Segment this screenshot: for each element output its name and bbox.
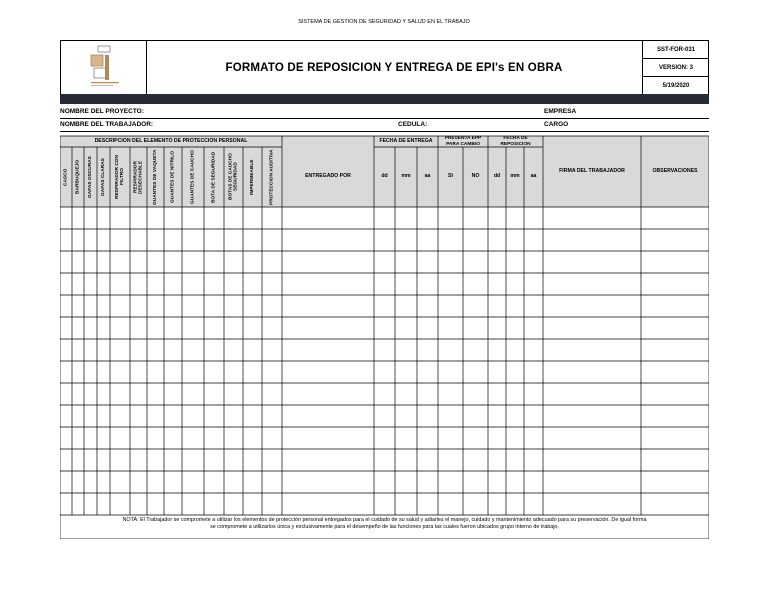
form-sheet bbox=[60, 40, 709, 539]
presenta-epp-header: PRESENTA EPP PARA CAMBIO bbox=[444, 136, 482, 147]
entregado-por-header: ENTREGADO POR bbox=[305, 173, 351, 180]
project-label: NOMBRE DEL PROYECTO: bbox=[60, 108, 144, 115]
observaciones-header: OBSERVACIONES bbox=[652, 167, 698, 174]
form-date: 5/19/2020 bbox=[662, 82, 690, 89]
entrega-dd: dd bbox=[381, 173, 388, 180]
element-column-1: CASCO bbox=[63, 168, 69, 186]
element-column-8: GUANTES DE NITRILO bbox=[170, 151, 176, 203]
form-code: SST-FOR-031 bbox=[643, 41, 709, 59]
elements-group-header: DESCRIPCION DEL ELEMENTO DE PROTECCION PERSONAL bbox=[94, 137, 248, 144]
reposicion-dd: dd bbox=[493, 173, 501, 180]
commitment-note bbox=[60, 517, 709, 531]
firma-header: FIRMA DEL TRABAJADOR bbox=[559, 167, 625, 174]
note-line-2: se compromete a utilizarlos única y exclusivamente para el desempeño de las funciones para las cuales fueron ubicados grupo interno de trabajo. bbox=[210, 524, 559, 531]
element-column-13: PROTECCION AUDITIVA bbox=[269, 149, 275, 205]
form-title: FORMATO DE REPOSICION Y ENTREGA DE EPI's EN OBRA bbox=[225, 61, 563, 74]
element-column-5: RESPIRADOR CON FILTRO bbox=[114, 155, 125, 199]
table-grid bbox=[60, 40, 709, 539]
cargo-label: CARGO bbox=[544, 121, 569, 128]
presenta-no: NO bbox=[471, 173, 480, 180]
reposicion-mm: mm bbox=[510, 173, 520, 180]
element-column-10: BOTA DE SEGURIDAD bbox=[211, 151, 217, 203]
reposicion-aa: aa bbox=[530, 173, 537, 180]
element-column-2: BARBUQUEJO bbox=[75, 159, 81, 195]
empresa-label: EMPRESA bbox=[544, 108, 577, 115]
element-column-7: GUANTES DE VAQUETA bbox=[152, 149, 158, 205]
fecha-reposicion-header: FECHA DE REPOSICION bbox=[500, 136, 531, 147]
entrega-aa: aa bbox=[424, 173, 431, 180]
element-column-3: GAFAS OSCURAS bbox=[87, 156, 93, 198]
fecha-entrega-header: FECHA DE ENTREGA bbox=[379, 137, 433, 144]
note-line-1: NOTA: El Trabajador se compromete a utilizar los elementos de protección personal entregados para el cuidado de su salud y adiarles el manejo, cuidado y mantenimiento adecuado para su preservación. De igual forma bbox=[122, 517, 647, 523]
element-column-11: BOTAS DE CAUCHO SEGURIDAD bbox=[228, 153, 239, 201]
presenta-si: SI bbox=[448, 173, 453, 180]
element-column-12: IMPERMEABLE bbox=[249, 159, 255, 195]
form-version: VERSION: 3 bbox=[643, 59, 709, 77]
element-column-9: GUANTES DE CAUCHO bbox=[190, 150, 196, 204]
element-column-6: RESPIRADOR DESECHABLE bbox=[133, 160, 144, 194]
entrega-mm: mm bbox=[401, 173, 411, 180]
cedula-label: CEDULA: bbox=[398, 121, 428, 128]
worker-label: NOMBRE DEL TRABAJADOR: bbox=[60, 121, 154, 128]
element-column-4: GAFAS CLARAS bbox=[100, 158, 106, 196]
system-title: SISTEMA DE GESTION DE SEGURIDAD Y SALUD EN EL TRABAJO bbox=[298, 19, 470, 25]
